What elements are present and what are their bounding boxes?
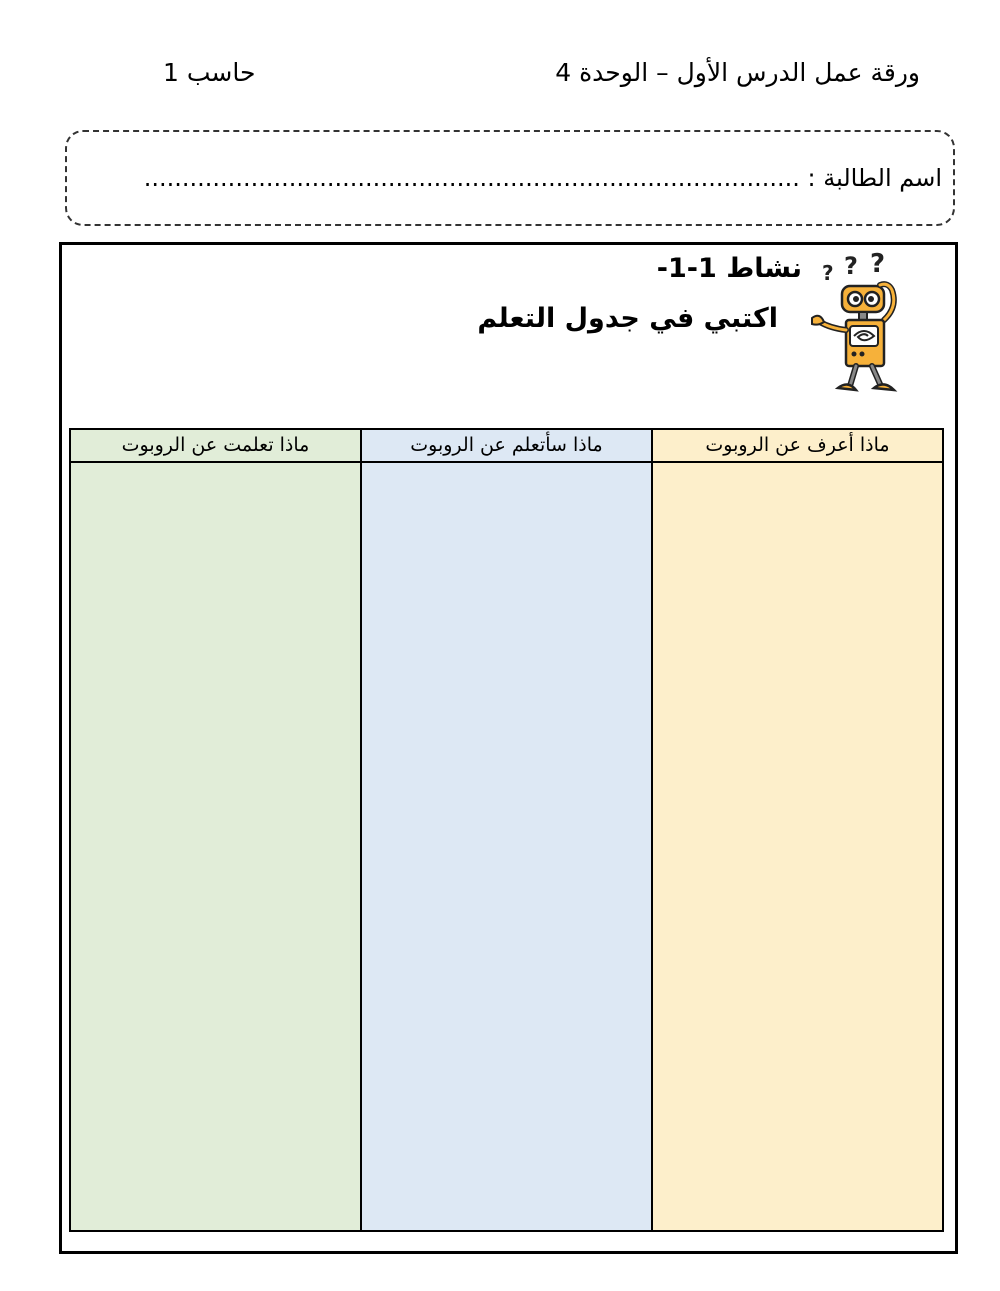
kwl-cell-learned[interactable]: [71, 463, 360, 1230]
activity-title: نشاط 1-1-: [656, 253, 802, 284]
kwl-table: [69, 428, 944, 1232]
svg-text:?: ?: [822, 261, 834, 285]
kwl-header-know: ماذا أعرف عن الروبوت: [653, 430, 942, 463]
kwl-column-want: [362, 430, 653, 1230]
student-name-label: اسم الطالبة :: [807, 164, 942, 192]
kwl-column-learned: [71, 430, 362, 1230]
kwl-header-want: ماذا سأتعلم عن الروبوت: [362, 430, 651, 463]
kwl-header-learned: ماذا تعلمت عن الروبوت: [71, 430, 360, 463]
student-name-line: ......................................................................................: [143, 164, 800, 192]
thinking-robot-icon: [800, 252, 900, 402]
kwl-cell-want[interactable]: [362, 463, 651, 1230]
svg-text:?: ?: [844, 252, 858, 280]
student-name-field[interactable]: [144, 164, 942, 192]
activity-instruction: اكتبي في جدول التعلم: [477, 303, 778, 334]
kwl-cell-know[interactable]: [653, 463, 942, 1230]
subject-label: حاسب 1: [163, 58, 256, 87]
kwl-column-know: [653, 430, 942, 1230]
worksheet-title: ورقة عمل الدرس الأول – الوحدة 4: [555, 58, 920, 87]
svg-text:?: ?: [870, 252, 886, 279]
